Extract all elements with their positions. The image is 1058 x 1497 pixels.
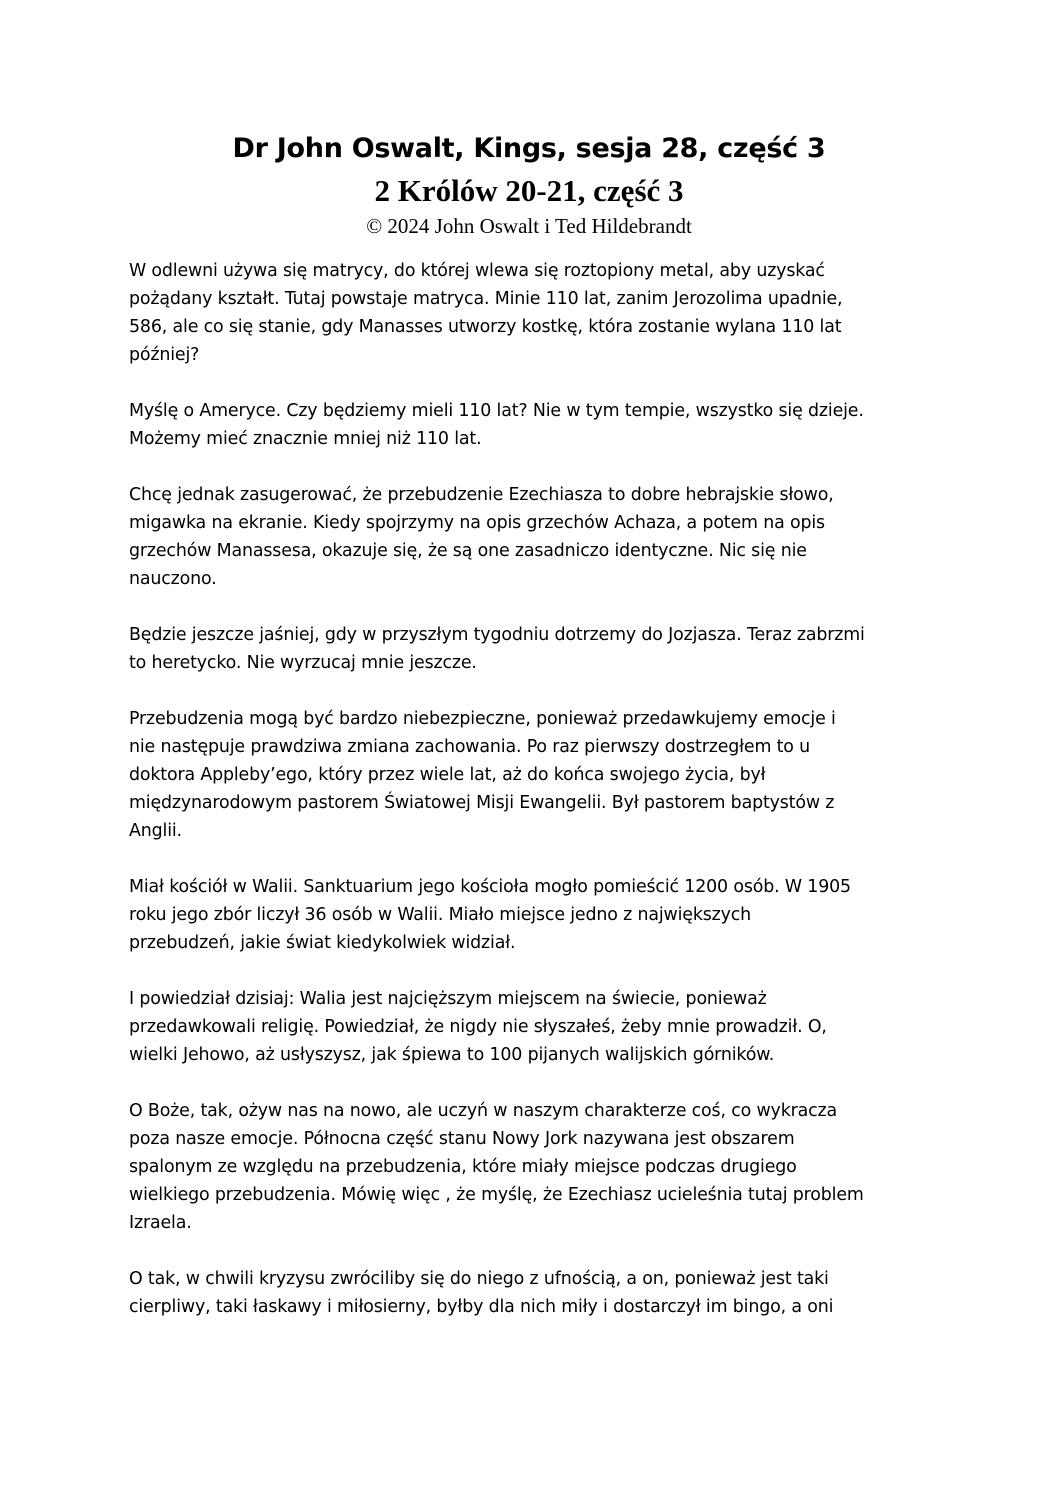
paragraph-line: roku jego zbór liczył 36 osób w Walii. Miało miejsce jedno z największych [129, 905, 752, 925]
document-subtitle: 2 Królów 20-21, część 3 [374, 173, 684, 208]
paragraph-line: Chcę jednak zasugerować, że przebudzenie Ezechiasza to dobre hebrajskie słowo, [129, 485, 834, 505]
paragraph-line: doktora Appleby’ego, który przez wiele lat, aż do końca swojego życia, był [129, 765, 766, 785]
paragraph-line: spalonym ze względu na przebudzenia, które miały miejsce podczas drugiego [129, 1157, 797, 1177]
body-paragraph [129, 1097, 949, 1237]
paragraph-line: grzechów Manassesa, okazuje się, że są one zasadniczo identyczne. Nic się nie [129, 541, 807, 561]
body-paragraph [129, 705, 949, 845]
paragraph-line: O Boże, tak, ożyw nas na nowo, ale uczyń w naszym charakterze coś, co wykracza [129, 1101, 838, 1121]
paragraph-line: Anglii. [129, 821, 182, 841]
paragraph-line: Izraela. [129, 1213, 192, 1233]
paragraph-line: to heretycko. Nie wyrzucaj mnie jeszcze. [129, 653, 477, 673]
paragraph-line: cierpliwy, taki łaskawy i miłosierny, byłby dla nich miły i dostarczył im bingo, a oni [129, 1297, 834, 1317]
document-body [129, 257, 949, 1349]
paragraph-line: 586, ale co się stanie, gdy Manasses utworzy kostkę, która zostanie wylana 110 lat [129, 317, 842, 337]
paragraph-line: nie następuje prawdziwa zmiana zachowania. Po raz pierwszy dostrzegłem to u [129, 737, 811, 757]
body-paragraph [129, 481, 949, 593]
body-paragraph [129, 397, 949, 453]
paragraph-line: Możemy mieć znacznie mniej niż 110 lat. [129, 429, 482, 449]
document-title: Dr John Oswalt, Kings, sesja 28, część 3 [232, 133, 826, 164]
paragraph-line: I powiedział dzisiaj: Walia jest najcięższym miejscem na świecie, ponieważ [129, 989, 767, 1009]
paragraph-line: później? [129, 345, 200, 365]
body-paragraph [129, 621, 949, 677]
paragraph-line: W odlewni używa się matrycy, do której wlewa się roztopiony metal, aby uzyskać [129, 261, 825, 281]
paragraph-line: przedawkowali religię. Powiedział, że nigdy nie słyszałeś, żeby mnie prowadził. O, [129, 1017, 827, 1037]
body-paragraph [129, 257, 949, 369]
paragraph-line: poza nasze emocje. Północna część stanu Nowy Jork nazywana jest obszarem [129, 1129, 795, 1149]
paragraph-line: Myślę o Ameryce. Czy będziemy mieli 110 lat? Nie w tym tempie, wszystko się dzieje. [129, 401, 864, 421]
body-paragraph [129, 985, 949, 1069]
body-paragraph [129, 873, 949, 957]
copyright-line: © 2024 John Oswalt i Ted Hildebrandt [366, 214, 692, 238]
paragraph-line: O tak, w chwili kryzysu zwróciliby się do niego z ufnością, a on, ponieważ jest taki [129, 1269, 829, 1289]
body-paragraph [129, 1265, 949, 1321]
paragraph-line: Miał kościół w Walii. Sanktuarium jego kościoła mogło pomieścić 1200 osób. W 1905 [129, 877, 851, 897]
paragraph-line: pożądany kształt. Tutaj powstaje matryca. Minie 110 lat, zanim Jerozolima upadnie, [129, 289, 843, 309]
paragraph-line: nauczono. [129, 569, 217, 589]
paragraph-line: wielki Jehowo, aż usłyszysz, jak śpiewa to 100 pijanych walijskich górników. [129, 1045, 775, 1065]
paragraph-line: przebudzeń, jakie świat kiedykolwiek widział. [129, 933, 516, 953]
paragraph-line: migawka na ekranie. Kiedy spojrzymy na opis grzechów Achaza, a potem na opis [129, 513, 825, 533]
paragraph-line: Będzie jeszcze jaśniej, gdy w przyszłym tygodniu dotrzemy do Jozjasza. Teraz zabrzmi [129, 625, 865, 645]
paragraph-line: międzynarodowym pastorem Światowej Misji Ewangelii. Był pastorem baptystów z [129, 793, 835, 813]
paragraph-line: Przebudzenia mogą być bardzo niebezpieczne, ponieważ przedawkujemy emocje i [129, 709, 836, 729]
paragraph-line: wielkiego przebudzenia. Mówię więc , że myślę, że Ezechiasz ucieleśnia tutaj problem [129, 1185, 864, 1205]
